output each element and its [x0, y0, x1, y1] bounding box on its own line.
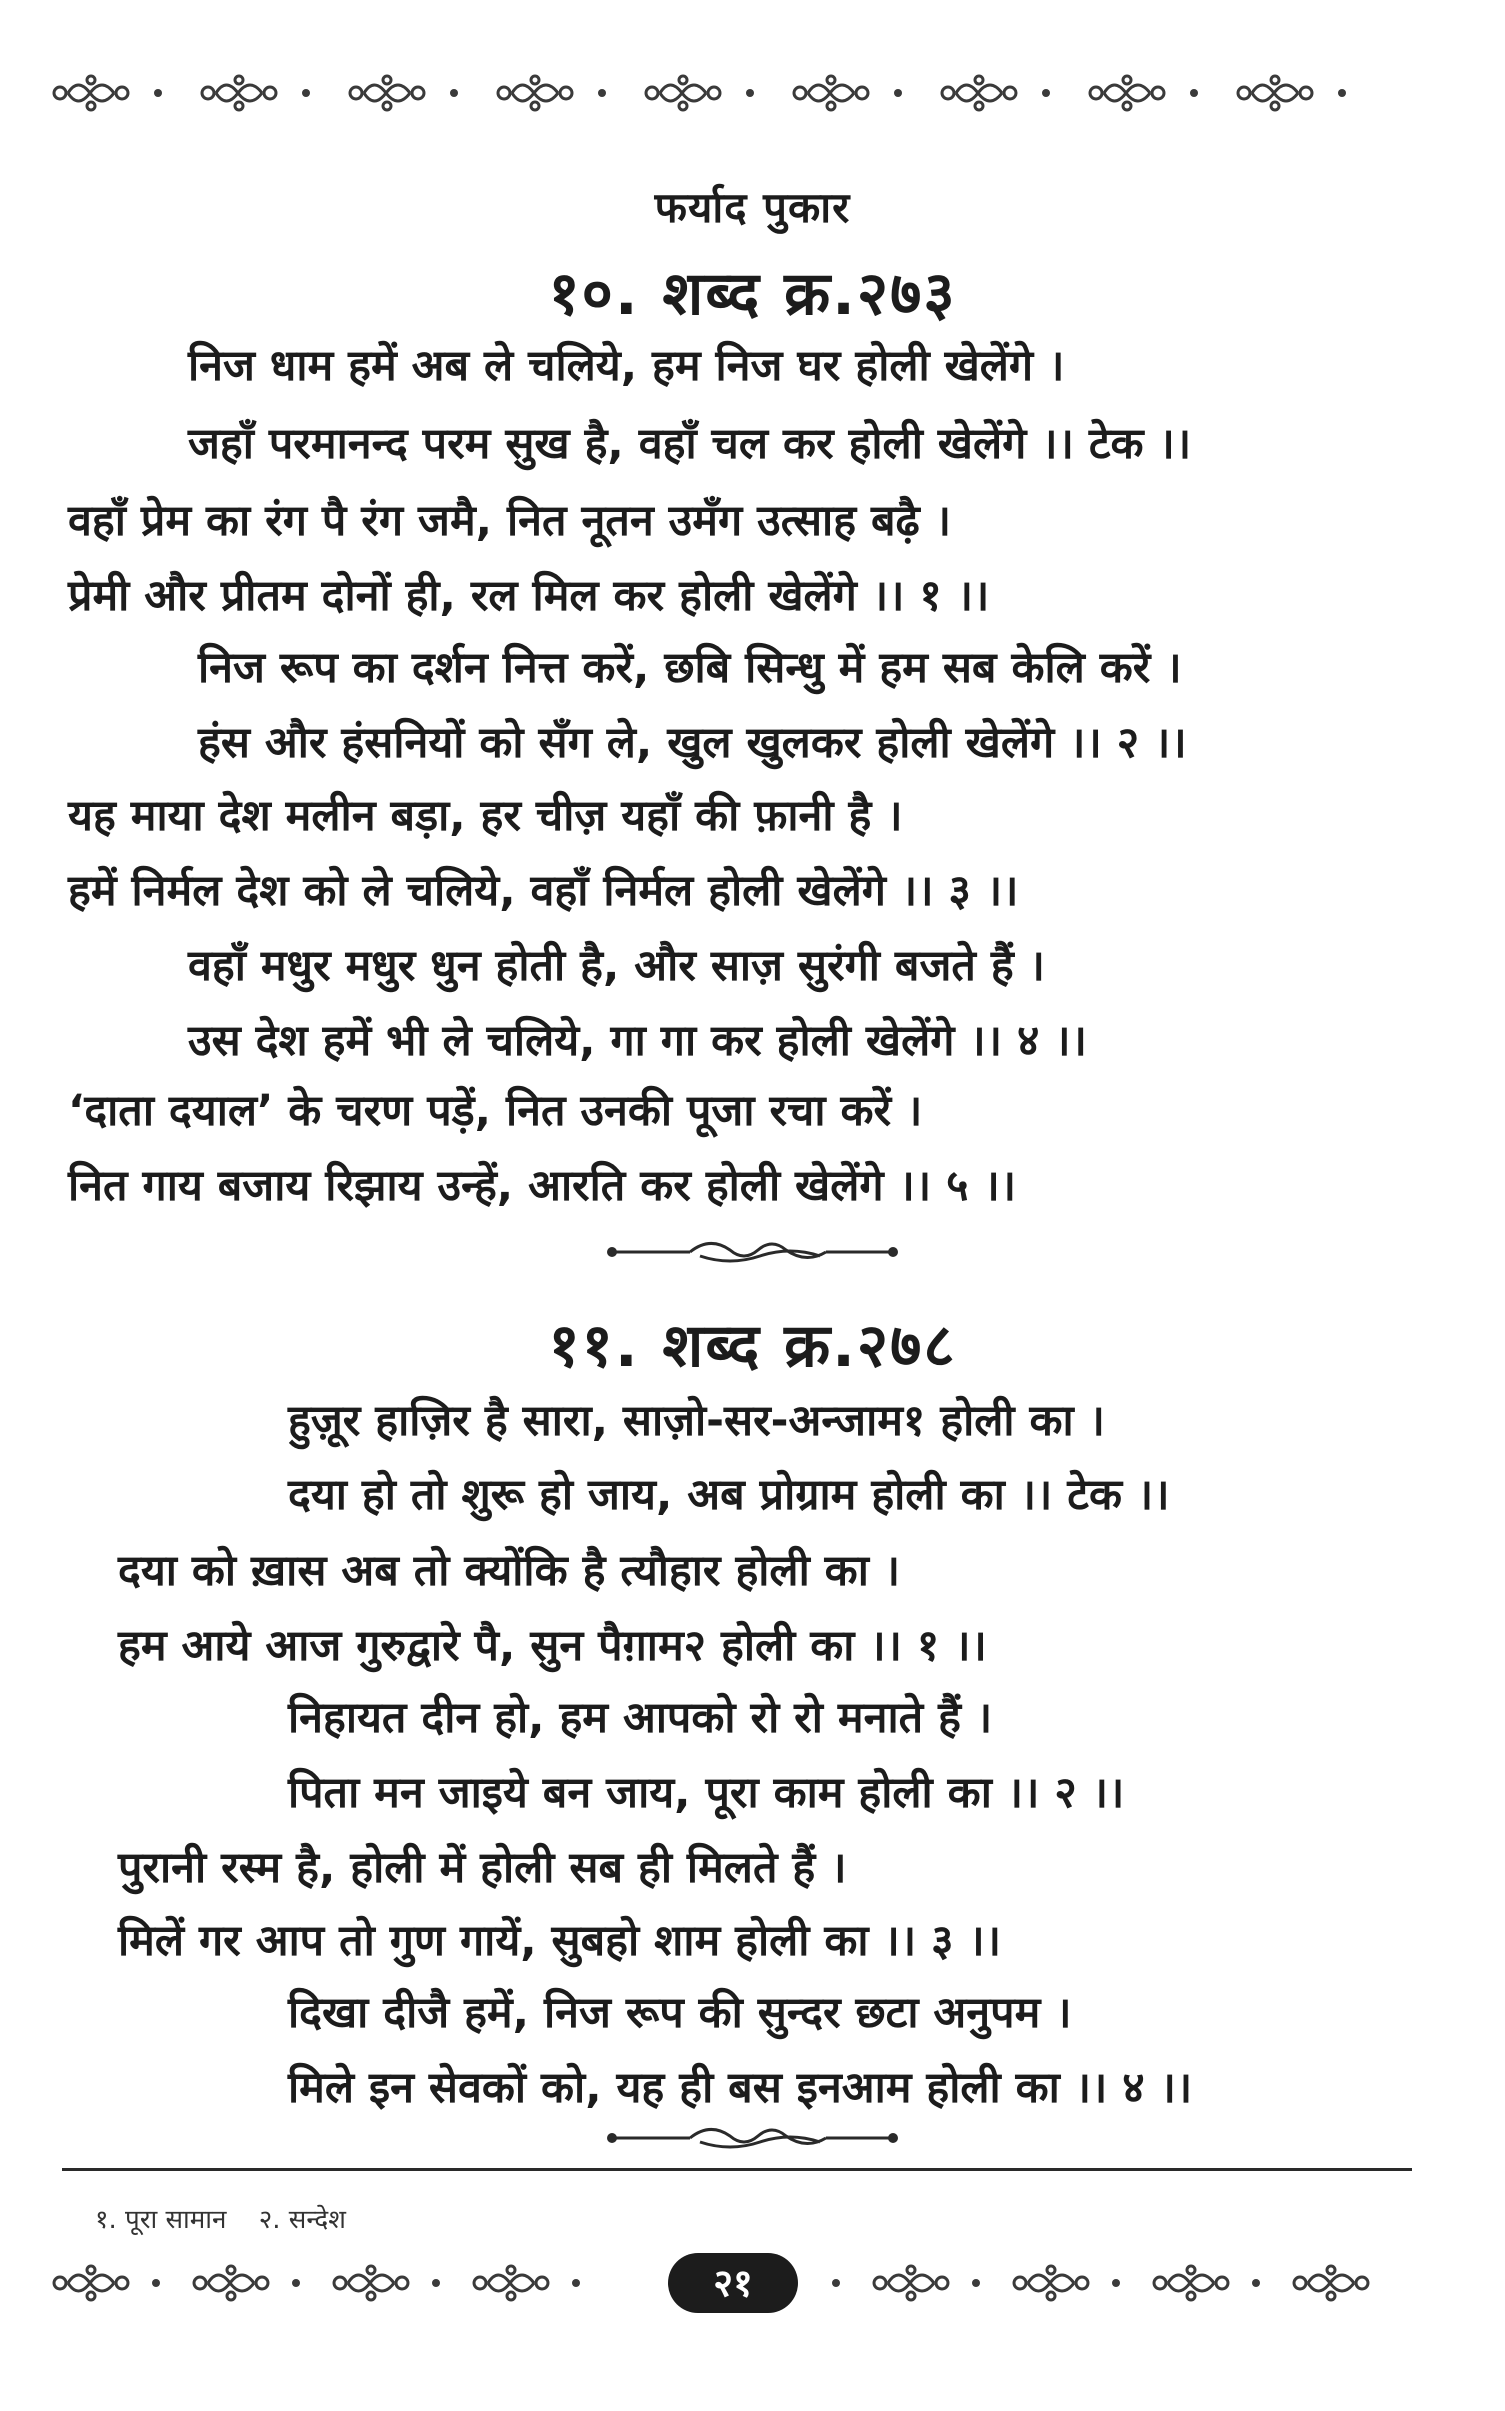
page-number: २१: [668, 2253, 798, 2313]
hymn-11-heading: ११. शब्द क्र.२७८: [548, 1311, 957, 1381]
verse-line: ‘दाता दयाल’ के चरण पड़ें, नित उनकी पूजा रचा करें ।: [68, 1086, 923, 1136]
section-divider-ornament: [0, 2118, 1505, 2158]
top-floral-border: [40, 68, 1410, 118]
section-divider-ornament: [0, 1232, 1505, 1272]
verse-line: प्रेमी और प्रीतम दोनों ही, रल मिल कर होली खेलेंगे ।। १ ।।: [68, 571, 990, 621]
verse-line: हमें निर्मल देश को ले चलिये, वहाँ निर्मल होली खेलेंगे ।। ३ ।।: [68, 866, 1019, 916]
verse-line: निज रूप का दर्शन नित्त करें, छबि सिन्धु में हम सब केलि करें ।: [198, 643, 1182, 693]
verse-line: दिखा दीजै हमें, निज रूप की सुन्दर छटा अनुपम ।: [288, 1988, 1072, 2038]
verse-line: मिलें गर आप तो गुण गायें, सुबहो शाम होली का ।। ३ ।।: [118, 1916, 1002, 1966]
verse-line: उस देश हमें भी ले चलिये, गा गा कर होली खेलेंगे ।। ४ ।।: [188, 1016, 1087, 1066]
verse-line: यह माया देश मलीन बड़ा, हर चीज़ यहाँ की फ़ानी है ।: [68, 791, 903, 841]
verse-line: हुज़ूर हाज़िर है सारा, साज़ो-सर-अन्जाम१ होली का ।: [288, 1396, 1105, 1446]
verse-line: पुरानी रस्म है, होली में होली सब ही मिलते हैं ।: [118, 1843, 847, 1893]
footnote-2: २. सन्देश: [258, 2205, 346, 2235]
hymn-10-heading: १०. शब्द क्र.२७३: [548, 259, 957, 329]
verse-line: निज धाम हमें अब ले चलिये, हम निज घर होली खेलेंगे ।: [188, 341, 1065, 391]
verse-line: नित गाय बजाय रिझाय उन्हें, आरति कर होली खेलेंगे ।। ५ ।।: [68, 1161, 1017, 1211]
verse-line: दया को ख़ास अब तो क्योंकि है त्यौहार होली का ।: [118, 1546, 901, 1596]
section-title: फर्याद पुकार: [654, 183, 851, 232]
verse-line: दया हो तो शुरू हो जाय, अब प्रोग्राम होली का ।। टेक ।।: [288, 1470, 1170, 1520]
verse-line: हम आये आज गुरुद्वारे पै, सुन पैग़ाम२ होली का ।। १ ।।: [118, 1621, 987, 1671]
verse-line: वहाँ प्रेम का रंग पै रंग जमै, नित नूतन उमँग उत्साह बढ़ै ।: [68, 496, 952, 546]
verse-line: पिता मन जाइये बन जाय, पूरा काम होली का ।। २ ।।: [288, 1768, 1125, 1818]
verse-line: वहाँ मधुर मधुर धुन होती है, और साज़ सुरंगी बजते हैं ।: [188, 941, 1045, 991]
footnote-separator: [62, 2168, 1412, 2171]
verse-line: निहायत दीन हो, हम आपको रो रो मनाते हैं ।: [288, 1693, 993, 1743]
verse-line: जहाँ परमानन्द परम सुख है, वहाँ चल कर होली खेलेंगे ।। टेक ।।: [188, 419, 1192, 469]
footnotes: [95, 2200, 370, 2236]
verse-line: मिले इन सेवकों को, यह ही बस इनआम होली का ।। ४ ।।: [288, 2063, 1193, 2113]
verse-line: हंस और हंसनियों को सँग ले, खुल खुलकर होली खेलेंगे ।। २ ।।: [198, 718, 1187, 768]
footnote-1: १. पूरा सामान: [95, 2205, 227, 2235]
